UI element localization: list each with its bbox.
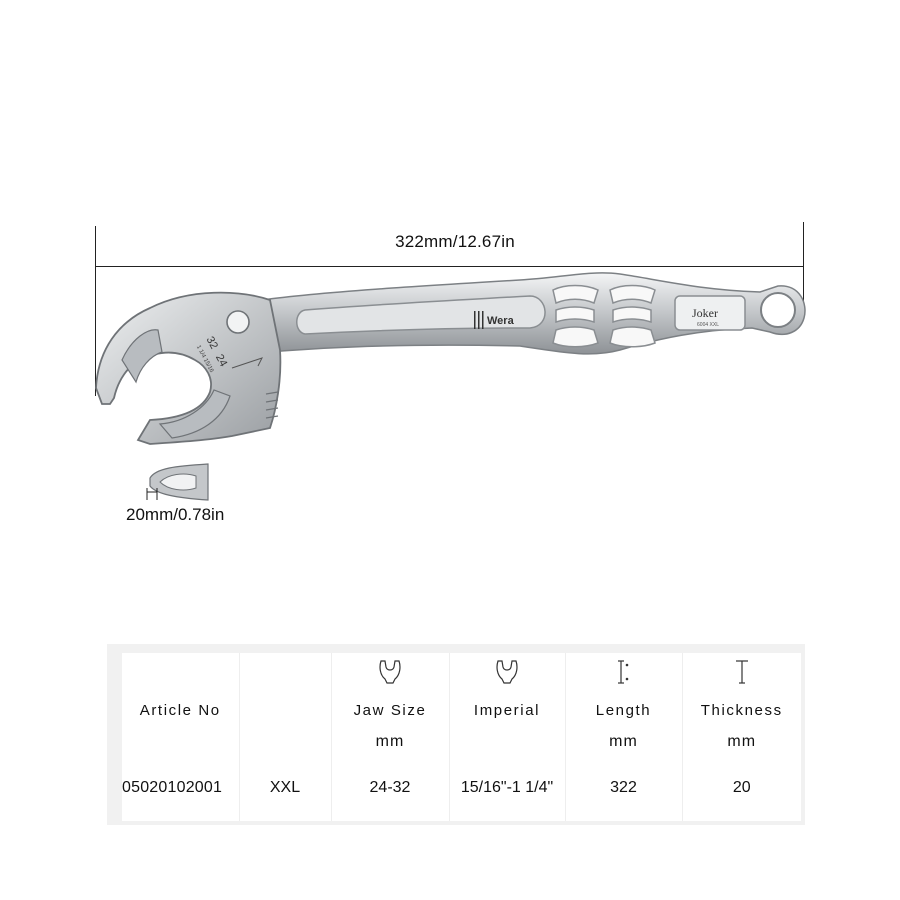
adjuster-pin: [227, 311, 249, 333]
cell-article-no: 05020102001: [122, 779, 223, 796]
cell-thickness: 20: [682, 777, 801, 821]
header-article: [122, 653, 239, 777]
thickness-dimension-label: 20mm/0.78in: [126, 505, 225, 524]
header-jaw-size-label: Jaw Size: [353, 702, 427, 719]
header-article-label: Article No: [139, 702, 221, 719]
header-imperial: [449, 653, 565, 777]
wera-logo-icon: [474, 311, 484, 329]
thickness-side-view: [146, 462, 210, 502]
header-length-label: Length: [595, 702, 652, 719]
header-thickness: [682, 653, 801, 777]
length-dimension-label: 322mm/12.67in: [395, 232, 515, 251]
thickness-caliper-icon: [735, 657, 749, 687]
svg-text:1 1/4 15/16: 1 1/4 15/16: [194, 344, 215, 374]
header-jaw-size: [331, 653, 449, 777]
open-jaw-icon: [377, 657, 403, 687]
open-jaw-icon: [494, 657, 520, 687]
cell-imperial: 15/16"-1 1/4": [449, 777, 565, 821]
header-length-unit: mm: [609, 733, 638, 750]
hanging-hole: [761, 293, 795, 327]
table-row: [122, 777, 801, 821]
header-thickness-label: Thickness: [700, 702, 783, 719]
model-name: Joker: [692, 306, 718, 320]
model-sub: 6004 XXL: [697, 322, 719, 328]
svg-text:24: 24: [213, 352, 230, 369]
spec-table: [122, 653, 801, 821]
brand-name: Wera: [487, 315, 514, 327]
cell-jaw-size: 24-32: [331, 777, 449, 821]
header-size: [239, 653, 331, 777]
cell-length: 322: [565, 777, 682, 821]
spec-header-row: [122, 653, 801, 777]
header-thickness-unit: mm: [727, 733, 757, 750]
header-length: [565, 653, 682, 777]
cell-size: XXL: [239, 777, 331, 821]
header-jaw-size-unit: mm: [375, 733, 405, 750]
header-imperial-label: Imperial: [473, 702, 541, 719]
svg-text:32: 32: [203, 334, 220, 352]
length-caliper-icon: [617, 657, 631, 687]
